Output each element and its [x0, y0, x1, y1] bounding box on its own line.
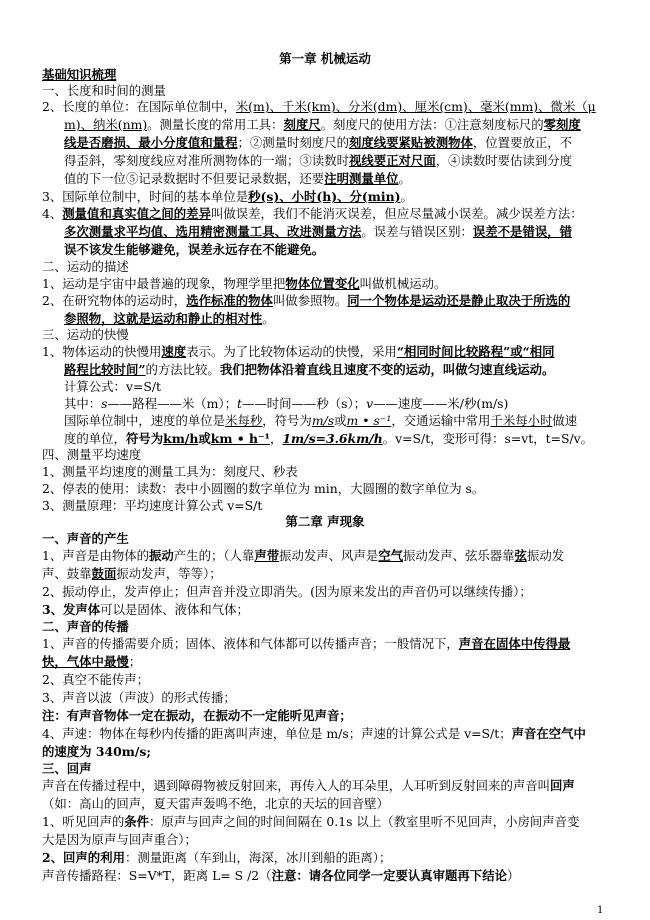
vibration-stop-line: 2、振动停止，发声停止；但声音并没立即消失。(因为原来发出的声音仍可以继续传播）；	[42, 584, 532, 599]
medium-line-2: 快，气体中最慢；	[42, 654, 142, 669]
page-number: 1	[597, 905, 604, 916]
avg-speed-principle: 3、测量原理：平均速度计算公式 v=S/t	[42, 498, 263, 513]
length-time-heading: 一、长度和时间的测量	[42, 83, 166, 98]
speed-units-line-2: 度的单位，符号为km/h或km • h⁻¹，1m/s=3.6km/h。v=S/t，变形可得：s=vt，t=S/v。	[64, 431, 594, 446]
error-line-2: 多次测量求平均值、选用精密测量工具、改进测量方法。误差与错误区别：误差不是错误，错	[64, 224, 573, 239]
echo-condition-line-2: 大是因为原声与回声重合）；	[42, 832, 197, 847]
time-units-line: 3、国际单位制中，时间的基本单位是秒(s)、小时(h)、分(min)。	[42, 189, 413, 204]
ruler-usage-line-4: 得歪斜，零刻度线应对准所测物体的一端；③读数时视线要正对尺面，④读数时要估读到分度	[64, 153, 573, 168]
speed-line-2: 路程比较时间”的方法比较。我们把物体沿着直线且速度不变的运动，叫做匀速直线运动。	[64, 362, 555, 377]
avg-speed-heading: 四、测量平均速度	[42, 447, 142, 462]
stopwatch-usage: 2、停表的使用：读数：表中小圆圈的数字单位为 min，大圆圈的数字单位为 s。	[42, 481, 485, 496]
speed-heading: 三、运动的快慢	[42, 327, 129, 342]
speed-symbols-line: 其中：s——路程——米（m）；t——时间——秒（s）；v——速度——米/秒(m/s)	[64, 396, 509, 411]
error-line-3: 误不该发生能够避免，误差永远存在不能避免。	[64, 242, 325, 257]
length-units-text: 米(m)、千米(km)、分米(dm)、厘米(cm)、毫米(mm)、微米（μ	[235, 99, 596, 114]
length-units-line-1: 2、长度的单位：在国际单位制中，米(m)、千米(km)、分米(dm)、厘米(cm)、毫米(mm)、微米（μ	[42, 99, 596, 114]
sound-origin-line-1: 1、声音是由物体的振动产生的；（人靠声带振动发声、风声是空气振动发声、弦乐器靠弦振动发	[42, 548, 565, 563]
ruler-usage-line-5: 值的下一位⑤记录数据时不但要记录数据，还要注明测量单位。	[64, 171, 411, 186]
length-units-line-2: m)、纳米(nm)。测量长度的常用工具：刻度尺。刻度尺的使用方法：①注意刻度标尺的零刻度	[64, 117, 581, 132]
vacuum-line: 2、真空不能传声；	[42, 672, 150, 687]
wave-line: 3、声音以波（声波）的形式传播；	[42, 690, 236, 705]
echo-distance-line: 声音传播路程：S=V*T，距离 L= S /2（注意：请各位同学一定要认真审题再下结论）	[42, 868, 520, 883]
vibration-note-line: 注：有声音物体一定在振动，在振动不一定能听见声音；	[42, 708, 352, 723]
sound-origin-heading: 一、声音的产生	[42, 531, 129, 546]
sound-source-line: 3、发声体可以是固体、液体和气体；	[42, 602, 249, 617]
echo-heading: 三、回声	[42, 761, 92, 776]
reference-line-1: 2、在研究物体的运动时，选作标准的物体叫做参照物。同一个物体是运动还是静止取决于所选的	[42, 293, 571, 308]
motion-heading: 二、运动的描述	[42, 259, 129, 274]
chapter2-title: 第二章 声现象	[285, 514, 365, 529]
medium-line-1: 1、声音的传播需要介质；固体、液体和气体都可以传播声音；一般情况下，声音在固体中传得最	[42, 636, 571, 651]
chapter1-title: 第一章 机械运动	[279, 51, 371, 66]
speed-line-1: 1、物体运动的快慢用速度表示。为了比较物体运动的快慢，采用“相同时间比较路程”或“相同	[42, 344, 555, 359]
sound-origin-line-2: 声、鼓靠鼓面振动发声，等等）；	[42, 566, 222, 581]
avg-speed-tools: 1、测量平均速度的测量工具为：刻度尺、秒表	[42, 464, 298, 479]
echo-def-line-2: （如：高山的回声，夏天雷声轰鸣不绝，北京的天坛的回音壁）	[42, 796, 389, 811]
echo-def-line-1: 声音在传播过程中，遇到障碍物被反射回来，再传入人的耳朵里，人耳听到反射回来的声音叫回声	[42, 778, 575, 793]
motion-def-line: 1、运动是宇宙中最普遍的现象，物理学里把物体位置变化叫做机械运动。	[42, 276, 447, 291]
speed-units-line-1: 国际单位制中，速度的单位是米每秒，符号为m/s或m • s⁻¹，交通运输中常用千米每小时做速	[64, 413, 578, 428]
echo-use-line: 2、回声的利用：测量距离（车到山，海深，冰川到船的距离）；	[42, 850, 392, 865]
basics-heading: 基础知识梳理	[42, 67, 117, 82]
sound-speed-line-2: 的速度为 340m/s;	[42, 744, 151, 759]
error-line-1: 4、测量值和真实值之间的差异叫做误差，我们不能消灭误差，但应尽量减小误差。减少误差方法：	[42, 206, 583, 221]
speed-formula-line: 计算公式：v=S/t	[64, 379, 161, 394]
sound-speed-line-1: 4、声速：物体在每秒内传播的距离叫声速，单位是 m/s；声速的计算公式是 v=S/t；声音在空气中	[42, 726, 586, 741]
propagation-heading: 二、声音的传播	[42, 619, 129, 634]
echo-condition-line-1: 1、听见回声的条件：原声与回声之间的时间间隔在 0.1s 以上（教室里听不见回声，小房间声音变	[42, 814, 580, 829]
reference-line-2: 参照物，这就是运动和静止的相对性。	[64, 311, 275, 326]
ruler-usage-line-3: 线是否磨损、最小分度值和量程；②测量时刻度尺的刻度线要紧贴被测物体，位置要放正，不	[64, 135, 573, 150]
